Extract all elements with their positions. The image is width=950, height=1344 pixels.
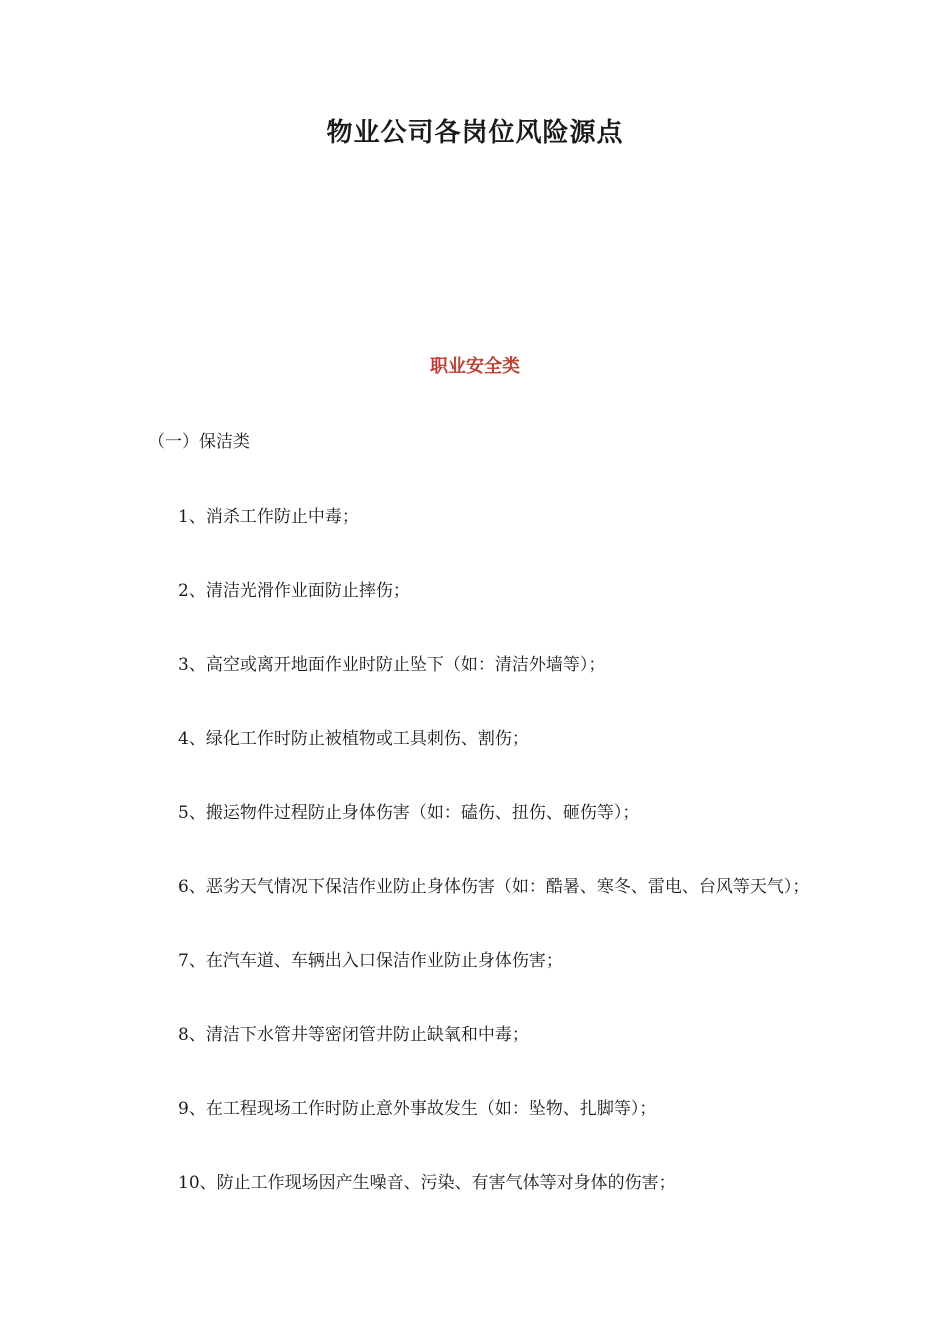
list-item: 6、恶劣天气情况下保洁作业防止身体伤害（如：酷暑、寒冬、雷电、台风等天气）； xyxy=(178,877,810,897)
list-item: 5、搬运物件过程防止身体伤害（如：磕伤、扭伤、砸伤等）； xyxy=(178,803,640,823)
section-heading: 职业安全类 xyxy=(430,356,520,377)
list-item: 1、消杀工作防止中毒； xyxy=(178,507,359,527)
list-item: 8、清洁下水管井等密闭管井防止缺氧和中毒； xyxy=(178,1025,529,1045)
list-item: 4、绿化工作时防止被植物或工具刺伤、割伤； xyxy=(178,729,529,749)
risk-item-list xyxy=(142,502,810,1242)
list-item: 9、在工程现场工作时防止意外事故发生（如：坠物、扎脚等）； xyxy=(178,1099,657,1119)
subsection-heading: （一）保洁类 xyxy=(148,432,250,452)
list-item: 2、清洁光滑作业面防止摔伤； xyxy=(178,581,410,601)
list-item: 10、防止工作现场因产生噪音、污染、有害气体等对身体的伤害； xyxy=(178,1173,676,1193)
list-item: 7、在汽车道、车辆出入口保洁作业防止身体伤害； xyxy=(178,951,563,971)
document-title: 物业公司各岗位风险源点 xyxy=(326,118,624,148)
list-item: 3、高空或离开地面作业时防止坠下（如：清洁外墙等）； xyxy=(178,655,606,675)
